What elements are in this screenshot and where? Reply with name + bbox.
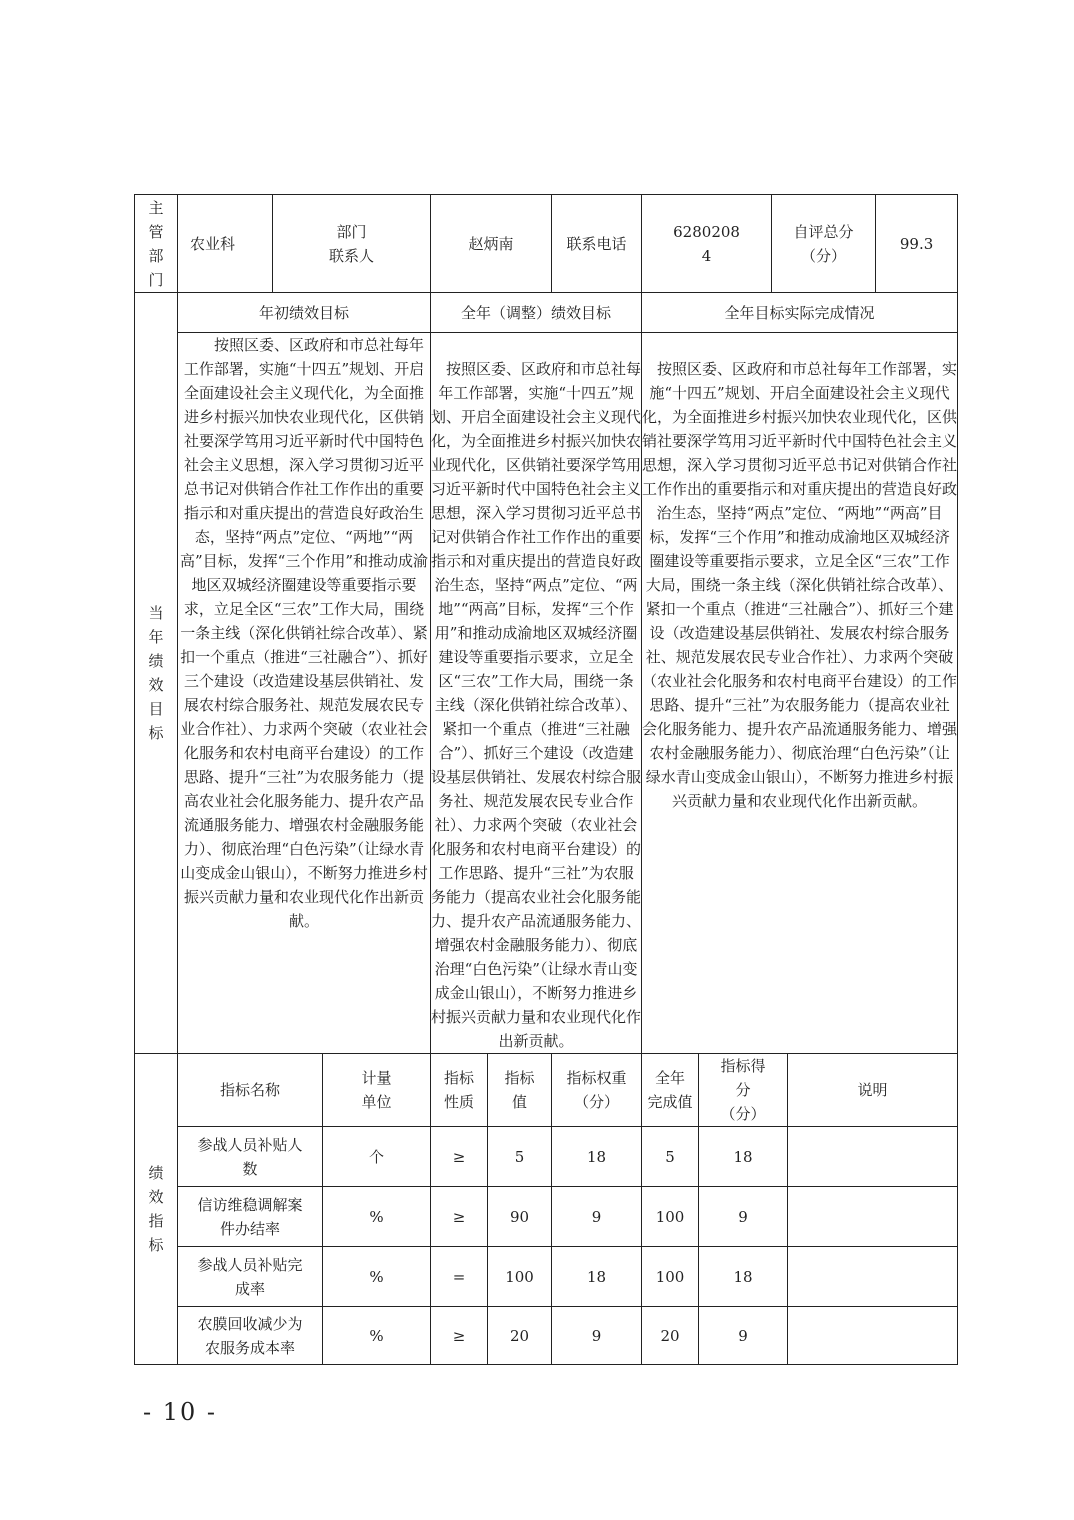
header-row — [135, 195, 958, 293]
dept-name: 农业科 — [178, 195, 273, 293]
indicator-done: 20 — [642, 1307, 699, 1365]
col-note: 说明 — [788, 1054, 958, 1127]
indicator-header-row — [135, 1054, 958, 1127]
indicator-nature: ≥ — [431, 1187, 488, 1247]
table-row — [135, 1127, 958, 1187]
col-done: 全年 完成值 — [642, 1054, 699, 1127]
table-row — [135, 1187, 958, 1247]
indicator-score: 18 — [699, 1247, 788, 1307]
indicator-value: 5 — [488, 1127, 552, 1187]
indicator-score: 9 — [699, 1307, 788, 1365]
col-indicator-name: 指标名称 — [178, 1054, 323, 1127]
indicator-unit: % — [323, 1187, 431, 1247]
contact-name: 赵炳南 — [431, 195, 552, 293]
indicator-nature: ≥ — [431, 1307, 488, 1365]
indicator-value: 100 — [488, 1247, 552, 1307]
indicator-value: 20 — [488, 1307, 552, 1365]
indicator-note — [788, 1127, 958, 1187]
indicator-done: 100 — [642, 1187, 699, 1247]
table-row — [135, 1307, 958, 1365]
indicator-name: 参战人员补贴人 数 — [178, 1127, 323, 1187]
actual-completion-text: 按照区委、区政府和市总社每年工作部署，实施“十四五”规划、开启全面建设社会主义现代化，为全面推进乡村振兴加快农业现代化，区供销社要深学笃用习近平新时代中国特色社会主义思想，深入学习贯彻习近平总书记对供销合作社工作作出的重要指示和对重庆提出的营造良好政治生态，坚持“两点”定位、“两地”“两高”目标，发挥“三个作用”和推动成渝地区双城经济圈建设等重要指示要求，立足全区“三农”工作大局，围绕一条主线（深化供销社综合改革）、紧扣一个重点（推进“三社融合”）、抓好三个建设（改造建设基层供销社、发展农村综合服务社、规范发展农民专业合作社）、力求两个突破（农业社会化服务和农村电商平台建设）的工作思路、提升“三社”为农服务能力（提高农业社会化服务能力、提升农产品流通服务能力、增强农村金融服务能力）、彻底治理“白色污染”（让绿水青山变成金山银山），不断努力推进乡村振兴贡献力量和农业现代化作出新贡献。 — [642, 333, 958, 1054]
indicator-score: 9 — [699, 1187, 788, 1247]
goals-title-row — [135, 293, 958, 333]
phone-label: 联系电话 — [552, 195, 642, 293]
indicator-unit: % — [323, 1247, 431, 1307]
adjusted-goal-text: 按照区委、区政府和市总社每年工作部署，实施“十四五”规划、开启全面建设社会主义现代化，为全面推进乡村振兴加快农业现代化，区供销社要深学笃用习近平新时代中国特色社会主义思想，深入学习贯彻习近平总书记对供销合作社工作作出的重要指示和对重庆提出的营造良好政治生态，坚持“两点”定位、“两地”“两高”目标，发挥“三个作用”和推动成渝地区双城经济圈建设等重要指示要求，立足全区“三农”工作大局，围绕一条主线（深化供销社综合改革）、紧扣一个重点（推进“三社融合”）、抓好三个建设（改造建设基层供销社、发展农村综合服务社、规范发展农民专业合作社）、力求两个突破（农业社会化服务和农村电商平台建设）的工作思路、提升“三社”为农服务能力（提高农业社会化服务能力、提升农产品流通服务能力、增强农村金融服务能力）、彻底治理“白色污染”（让绿水青山变成金山银山），不断努力推进乡村振兴贡献力量和农业现代化作出新贡献。 — [431, 333, 642, 1054]
initial-goal-title: 年初绩效目标 — [178, 293, 431, 333]
initial-goal-text: 按照区委、区政府和市总社每年工作部署，实施“十四五”规划、开启全面建设社会主义现代化，为全面推进乡村振兴加快农业现代化，区供销社要深学笃用习近平新时代中国特色社会主义思想，深入学习贯彻习近平总书记对供销合作社工作作出的重要指示和对重庆提出的营造良好政治生态，坚持“两点”定位、“两地”“两高”目标，发挥“三个作用”和推动成渝地区双城经济圈建设等重要指示要求，立足全区“三农”工作大局，围绕一条主线（深化供销社综合改革）、紧扣一个重点（推进“三社融合”）、抓好三个建设（改造建设基层供销社、发展农村综合服务社、规范发展农民专业合作社）、力求两个突破（农业社会化服务和农村电商平台建设）的工作思路、提升“三社”为农服务能力（提高农业社会化服务能力、提升农产品流通服务能力、增强农村金融服务能力）、彻底治理“白色污染”（让绿水青山变成金山银山），不断努力推进乡村振兴贡献力量和农业现代化作出新贡献。 — [178, 333, 431, 1054]
actual-completion-title: 全年目标实际完成情况 — [642, 293, 958, 333]
indicator-weight: 18 — [552, 1127, 642, 1187]
col-unit: 计量 单位 — [323, 1054, 431, 1127]
indicator-nature: = — [431, 1247, 488, 1307]
phone-value: 6280208 4 — [642, 195, 772, 293]
indicator-done: 5 — [642, 1127, 699, 1187]
indicators-side-label: 绩 效 指 标 — [135, 1054, 178, 1365]
goals-side-label: 当 年 绩 效 目 标 — [135, 293, 178, 1054]
page-number: - 10 - — [143, 1398, 218, 1426]
indicator-weight: 9 — [552, 1187, 642, 1247]
indicator-note — [788, 1187, 958, 1247]
indicator-name: 农膜回收减少为 农服务成本率 — [178, 1307, 323, 1365]
table-row — [135, 1247, 958, 1307]
score-value: 99.3 — [876, 195, 958, 293]
indicator-note — [788, 1247, 958, 1307]
indicator-unit: 个 — [323, 1127, 431, 1187]
indicator-score: 18 — [699, 1127, 788, 1187]
indicator-note — [788, 1307, 958, 1365]
indicator-unit: % — [323, 1307, 431, 1365]
goals-content-row — [135, 333, 958, 1054]
dept-label: 主 管 部 门 — [135, 195, 178, 293]
contact-label: 部门 联系人 — [273, 195, 431, 293]
col-score: 指标得 分 （分） — [699, 1054, 788, 1127]
score-label: 自评总分 （分） — [772, 195, 876, 293]
indicator-done: 100 — [642, 1247, 699, 1307]
indicator-weight: 18 — [552, 1247, 642, 1307]
indicator-name: 信访维稳调解案 件办结率 — [178, 1187, 323, 1247]
col-value: 指标 值 — [488, 1054, 552, 1127]
indicator-value: 90 — [488, 1187, 552, 1247]
indicator-nature: ≥ — [431, 1127, 488, 1187]
indicator-weight: 9 — [552, 1307, 642, 1365]
performance-table — [134, 194, 958, 1365]
indicator-name: 参战人员补贴完 成率 — [178, 1247, 323, 1307]
col-nature: 指标 性质 — [431, 1054, 488, 1127]
col-weight: 指标权重 （分） — [552, 1054, 642, 1127]
adjusted-goal-title: 全年（调整）绩效目标 — [431, 293, 642, 333]
